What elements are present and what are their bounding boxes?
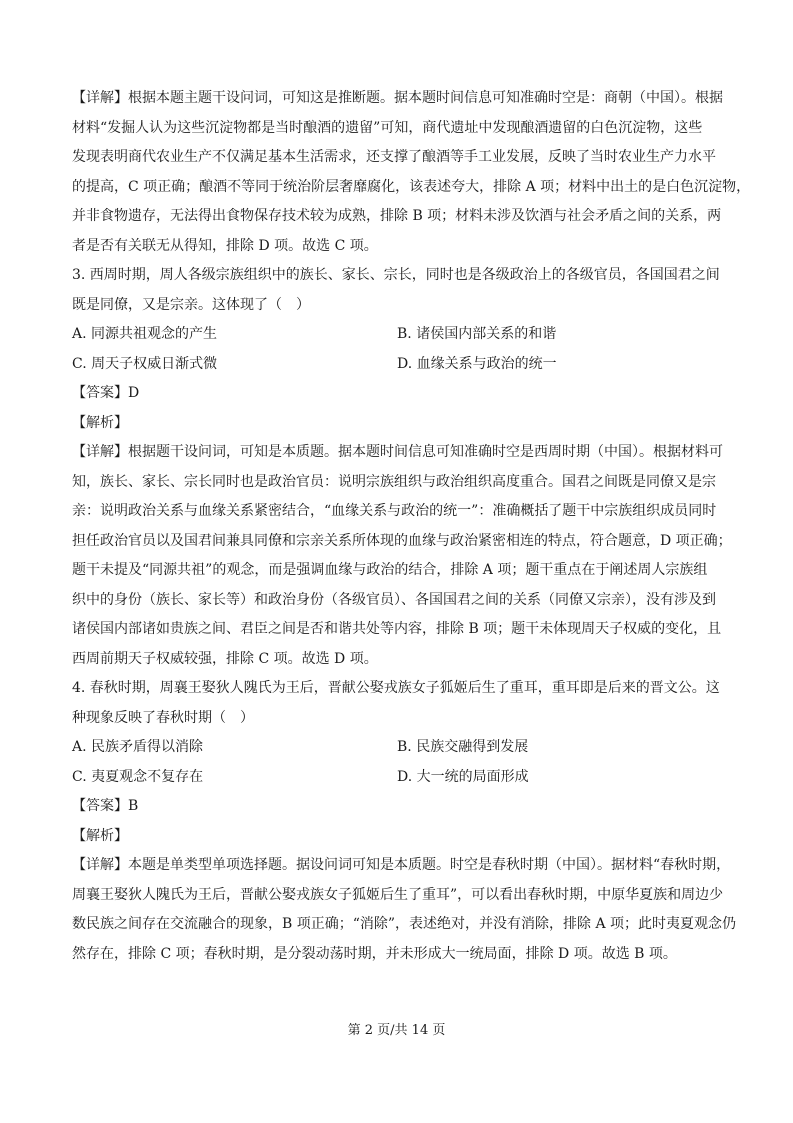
option-row bbox=[72, 763, 722, 793]
text-line: 并非食物遗存，无法得出食物保存技术较为成熟，排除 B 项；材料未涉及饮酒与社会矛盾之间的关系，两 bbox=[72, 208, 722, 224]
option-b: B. 诸侯国内部关系的和谐 bbox=[397, 326, 557, 342]
text-line: 知，族长、家长、宗长同时也是政治官员：说明宗族组织与政治组织高度重合。国君之间既是同僚又是宗 bbox=[72, 473, 716, 490]
option-a: A. 民族矛盾得以消除 bbox=[72, 739, 204, 755]
option-row bbox=[72, 350, 722, 380]
text-line: 织中的身份（族长、家长等）和政治身份（各级官员）、各国国君之间的关系（同僚又宗亲），没有涉及到 bbox=[72, 591, 716, 608]
text-line: 发现表明商代农业生产不仅满足基本生活需求，还支撑了酿酒等手工业发展，反映了当时农业生产力水平 bbox=[72, 149, 716, 165]
text-line: 【详解】根据题干设问词，可知是本质题。据本题时间信息可知准确时空是西周时期（中国）。根据材料可 bbox=[72, 444, 723, 460]
question-3-answer: 【答案】D bbox=[72, 385, 140, 401]
text-line: 种现象反映了春秋时期（ ） bbox=[72, 709, 254, 726]
text-line: 西周前期天子权威较强，排除 C 项。故选 D 项。 bbox=[72, 650, 378, 667]
text-line: 的提高，C 项正确；酿酒不等同于统治阶层奢靡腐化，该表述夸大，排除 A 项；材料中出土的是白色沉淀物， bbox=[72, 178, 751, 195]
option-row bbox=[72, 733, 722, 763]
question-4-detail bbox=[72, 851, 737, 969]
text-line: 担任政治官员以及国君间兼具同僚和宗亲关系所体现的血缘与政治紧密相连的特点，符合题意，D 项正确； bbox=[72, 532, 732, 549]
question-4-stem bbox=[72, 674, 722, 733]
question-4-analysis-tag: 【解析】 bbox=[72, 827, 128, 844]
option-b: B. 民族交融得到发展 bbox=[397, 739, 529, 755]
question-3-detail bbox=[72, 438, 732, 674]
text-line: 者是否有关联无从得知，排除 D 项。故选 C 项。 bbox=[72, 237, 378, 254]
text-line: 诸侯国内部诸如贵族之间、君臣之间是否和谐共处等内容，排除 B 项；题干未体现周天子权威的变化，且 bbox=[72, 621, 722, 637]
option-c: C. 夷夏观念不复存在 bbox=[72, 768, 204, 785]
option-d: D. 血缘关系与政治的统一 bbox=[397, 355, 557, 372]
text-line: 题干未提及“同源共祖”的观念，而是强调血缘与政治的结合，排除 A 项；题干重点在于阐述周人宗族组 bbox=[72, 562, 708, 578]
option-a: A. 同源共祖观念的产生 bbox=[72, 326, 218, 342]
question-4-answer: 【答案】B bbox=[72, 798, 139, 814]
question-3-options bbox=[72, 320, 722, 379]
text-line: 然存在，排除 C 项；春秋时期，是分裂动荡时期，并未形成大一统局面，排除 D 项。故选 B 项。 bbox=[72, 945, 677, 962]
text-line: 【详解】本题是单类型单项选择题。据设问词可知是本质题。时空是春秋时期（中国）。据材料“春秋时期， bbox=[72, 857, 731, 873]
q2-detail-paragraph bbox=[72, 84, 751, 261]
text-line: 材料“发掘人认为这些沉淀物都是当时酿酒的遗留”可知，商代遗址中发现酿酒遗留的白色沉淀物，这些 bbox=[72, 119, 703, 136]
option-d: D. 大一统的局面形成 bbox=[397, 768, 529, 785]
option-c: C. 周天子权威日渐式微 bbox=[72, 355, 218, 372]
text-line: 4. 春秋时期，周襄王娶狄人隗氏为王后，晋献公娶戎族女子狐姬后生了重耳，重耳即是后来的晋文公。这 bbox=[72, 680, 720, 696]
option-row bbox=[72, 320, 722, 350]
text-line: 既是同僚，又是宗亲。这体现了（ ） bbox=[72, 296, 310, 313]
text-line: 【详解】根据本题主题干设问词，可知这是推断题。据本题时间信息可知准确时空是：商朝（中国）。根据 bbox=[72, 90, 723, 106]
question-3-analysis-tag: 【解析】 bbox=[72, 414, 128, 431]
page-footer: 第 2 页/共 14 页 bbox=[347, 1023, 446, 1038]
question-4-options bbox=[72, 733, 722, 792]
question-3-stem bbox=[72, 261, 722, 320]
text-line: 数民族之间存在交流融合的现象，B 项正确；“消除”，表述绝对，并没有消除，排除 A 项；此时夷夏观念仍 bbox=[72, 916, 737, 932]
text-line: 周襄王娶狄人隗氏为王后，晋献公娶戎族女子狐姬后生了重耳”，可以看出春秋时期，中原华夏族和周边少 bbox=[72, 886, 724, 903]
text-line: 3. 西周时期，周人各级宗族组织中的族长、家长、宗长，同时也是各级政治上的各级官员，各国国君之间 bbox=[72, 267, 720, 283]
text-line: 亲：说明政治关系与血缘关系紧密结合，“血缘关系与政治的统一”：准确概括了题干中宗族组织成员同时 bbox=[72, 503, 717, 519]
document-page bbox=[72, 84, 751, 969]
